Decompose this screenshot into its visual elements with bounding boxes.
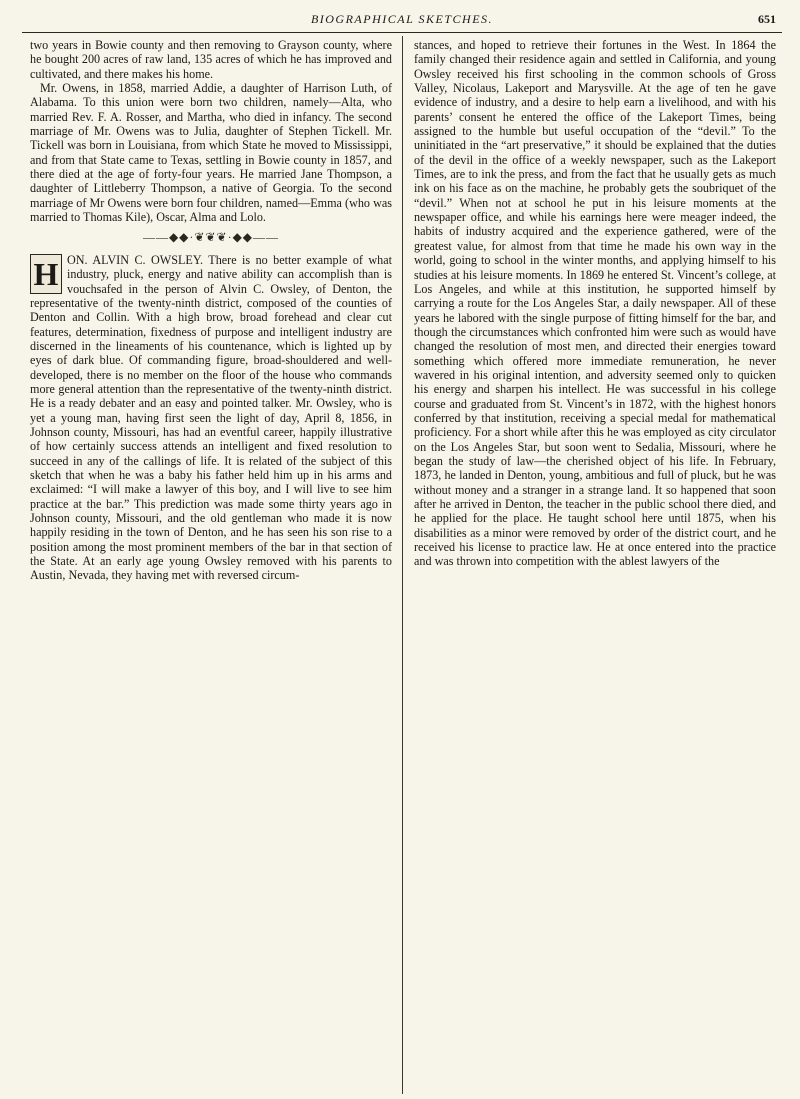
column-divider [402,36,403,1094]
dropcap-letter-box [30,254,62,294]
section-ornament: ——◆◆·❦❦❦·◆◆—— [142,230,280,245]
paragraph-owsley-intro: ON. ALVIN C. OWSLEY. There is no better example of what industry, pluck, energy and native ability can accomplish than is vouchsafed in the person of Alvin C. Owsley, of Denton, the representative of the twenty-ninth district, composed of the counties of Denton and Collin. With a high brow, broad forehead and clear cut features, determination, fixedness of purpose and intelligent industry are discerned in the lineaments of his countenance, which is lighted up by eyes of dark blue. Of commanding figure, broad-shouldered and well-developed, there is no member on the floor of the house who commands more general attention than the representative of the twenty-ninth district. He is a ready debater and an easy and pointed talker. Mr. Owsley, who is yet a young man, having first seen the light of day, April 8, 1856, in Johnson county, Missouri, has had an eventful career, happily illustrative of how certainly success attends an intelligent and fixed resolution to succeed in any of the callings of life. It is related of the subject of this sketch that when he was a baby his father held him up in his arms and exclaimed: “I will make a lawyer of this boy, and I will live to see him practice at the bar.” This prediction was made some thirty years ago in Johnson county, Missouri, and the old gentleman who made it is now happily residing in the town of Denton, and he has seen his son rise to a position among the most prominent members of the bar in that section of the State. At an early age young Owsley removed with his parents to Austin, Nevada, they having met with reversed circum- [30,252,392,583]
running-title: BIOGRAPHICAL SKETCHES. [310,12,494,26]
paragraph-owens-continued: two years in Bowie county and then removing to Grayson county, where he bought 200 acres of raw land, 135 acres of which he has improved and cultivated, and there makes his home. [30,38,392,81]
right-column [414,38,776,569]
owsley-sketch [30,253,392,583]
left-column [30,38,392,583]
page-number: 651 [758,12,776,26]
book-page [22,0,782,1099]
page-header [22,10,782,33]
dropcap-letter: H [33,255,59,292]
paragraph-owsley-continued: stances, and hoped to retrieve their fortunes in the West. In 1864 the family changed their residence again and settled in California, and young Owsley received his first schooling in the common schools of Gross Valley, Nicolaus, Lakeport and Marysville. At the age of ten he gave evidence of industry, and a desire to help earn a livelihood, and with his parents’ consent he entered the office of the Lakeport Times, being assigned to the humble but useful occupation of the “devil.” To the uninitiated in the “art preservative,” it should be explained that the duties of the devil in the office of a weekly newspaper, such as the Lakeport Times, are to ink the press, and from the fact that he usually gets as much ink on his face as on the machine, he probably gets the soubriquet of the “devil.” When not at school he put in his leisure moments at the newspaper office, and while his earnings here were meager indeed, the habits of industry acquired and the experience gathered, were of the greatest value, for almost from that time he made his own way in the world, going to school in the winter months, and applying himself to his studies at his leisure moments. In 1869 he entered St. Vincent’s college, at Los Angeles, and while at this institution, he supported himself by carrying a route for the Los Angeles Star, a daily newspaper. All of these years he labored with the single purpose of fitting himself for the bar, and though the circumstances which confronted him were such as would have changed the resolution of most men, and directed their energies toward something which offered more immediate remuneration, he never wavered in his original intention, and adversity seemed only to quicken his energy and sharpen his intellect. He was successful in his college course and graduated from St. Vincent’s in 1872, with the highest honors conferred by that institution, receiving a special medal for mathematical proficiency. For a short while after this he was employed as city circulator on the Los Angeles Star, but soon went to Sedalia, Missouri, where he began the study of law—the cherished object of his life. In February, 1873, he landed in Denton, young, ambitious and full of pluck, but he was without money and a stranger in a strange land. It so happened that soon after he arrived in Denton, the teacher in the public school there died, and he applied for the place. He taught school here until 1875, when his disabilities as a minor were removed by order of the district court, and he received his license to practice law. He at once entered into the practice and was thrown into competition with the ablest lawyers of the [414,38,776,569]
paragraph-owens-marriages: Mr. Owens, in 1858, married Addie, a daughter of Harrison Luth, of Alabama. To this union were born two children, namely—Alta, who married Rev. F. A. Rosser, and Martha, who died in infancy. The second marriage of Mr. Owens was to Julia, daughter of Stephen Tickell. Mr. Tickell was born in Louisiana, from which State he moved to Mississippi, and from that State came to Texas, settling in Bowie county in 1857, and there died at the age of forty-four years. He married Jane Thompson, a daughter of Littleberry Thompson, a native of Georgia. To the second marriage of Mr Owens were born four children, named—Emma (who was married to Thomas Kile), Oscar, Alma and Lolo. [30,81,392,225]
